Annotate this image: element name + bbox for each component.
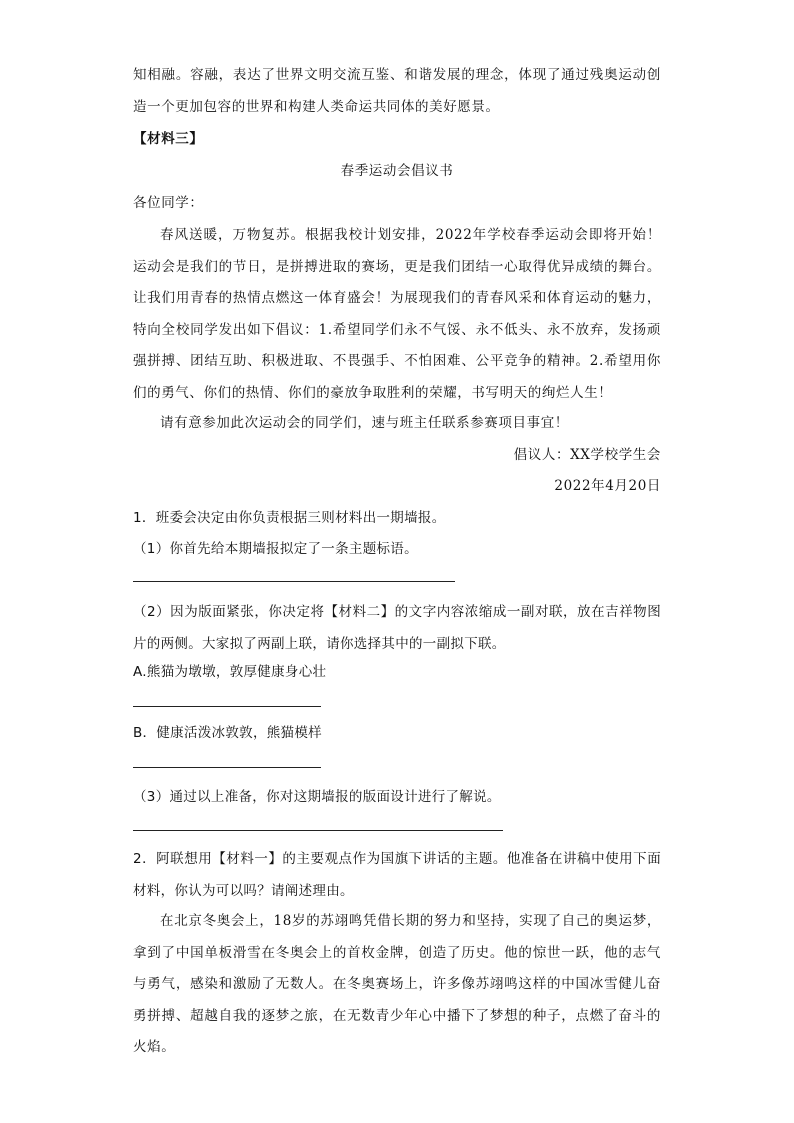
question-1-sub2: （2）因为版面紧张，你决定将【材料二】的文字内容浓缩成一副对联，放在吉祥物图片的两侧。大家拟了两副上联，请你选择其中的一副拟下联。: [133, 604, 661, 652]
proposal-greeting: 各位同学：: [133, 195, 204, 211]
option-a: A.熊猫为墩墩，敦厚健康身心壮: [133, 664, 327, 680]
answer-line-1[interactable]: [133, 581, 455, 582]
proposal-signer: 倡议人：XX学校学生会: [513, 447, 661, 463]
answer-line-3[interactable]: [133, 830, 503, 831]
question-1-sub3: （3）通过以上准备，你对这期墙报的版面设计进行了解说。: [133, 789, 501, 805]
question-1-sub1: （1）你首先给本期墙报拟定了一条主题标语。: [133, 541, 418, 557]
question-1-stem: 1．班委会决定由你负责根据三则材料出一期墙报。: [133, 510, 446, 526]
proposal-body: 春风送暖，万物复苏。根据我校计划安排，2022年学校春季运动会即将开始！运动会是我们的节日，是拼搏进取的赛场，更是我们团结一心取得优异成绩的舞台。让我们用青春的热情点燃这一体育盛会！为展现我们的青春风采和体育运动的魅力，特向全校同学发出如下倡议：1.希望同学们永不气馁、永不低头、永不放弃，发扬顽强拼搏、团结互助、积极进取、不畏强手、不怕困难、公平竞争的精神。2.希望用你们的勇气、你们的热情、你们的豪放争取胜利的荣耀，书写明天的绚烂人生！: [133, 227, 661, 401]
question-2-passage: 在北京冬奥会上，18岁的苏翊鸣凭借长期的努力和坚持，实现了自己的奥运梦，拿到了中国单板滑雪在冬奥会上的首枚金牌，创造了历史。他的惊世一跃，他的志气与勇气，感染和激励了无数人。在冬奥赛场上，许多像苏翊鸣这样的中国冰雪健儿奋勇拼搏、超越自我的逐梦之旅，在无数青少年心中播下了梦想的种子，点燃了奋斗的火焰。: [133, 913, 661, 1055]
answer-line-a[interactable]: [133, 706, 321, 707]
proposal-title: 春季运动会倡议书: [340, 163, 454, 179]
question-2-stem: 2．阿联想用【材料一】的主要观点作为国旗下讲话的主题。他准备在讲稿中使用下面材料，你认为可以吗？请阐述理由。: [133, 851, 661, 899]
proposal-date: 2022年4月20日: [554, 478, 661, 494]
material3-heading: 【材料三】: [133, 131, 204, 147]
option-b: B．健康活泼冰敦敦，熊猫模样: [133, 725, 322, 741]
intro-paragraph: 知相融。容融，表达了世界文明交流互鉴、和谐发展的理念，体现了通过残奥运动创造一个更加包容的世界和构建人类命运共同体的美好愿景。: [133, 67, 661, 115]
proposal-closing: 请有意参加此次运动会的同学们，速与班主任联系参赛项目事宜！: [160, 415, 569, 431]
answer-line-b[interactable]: [133, 767, 321, 768]
